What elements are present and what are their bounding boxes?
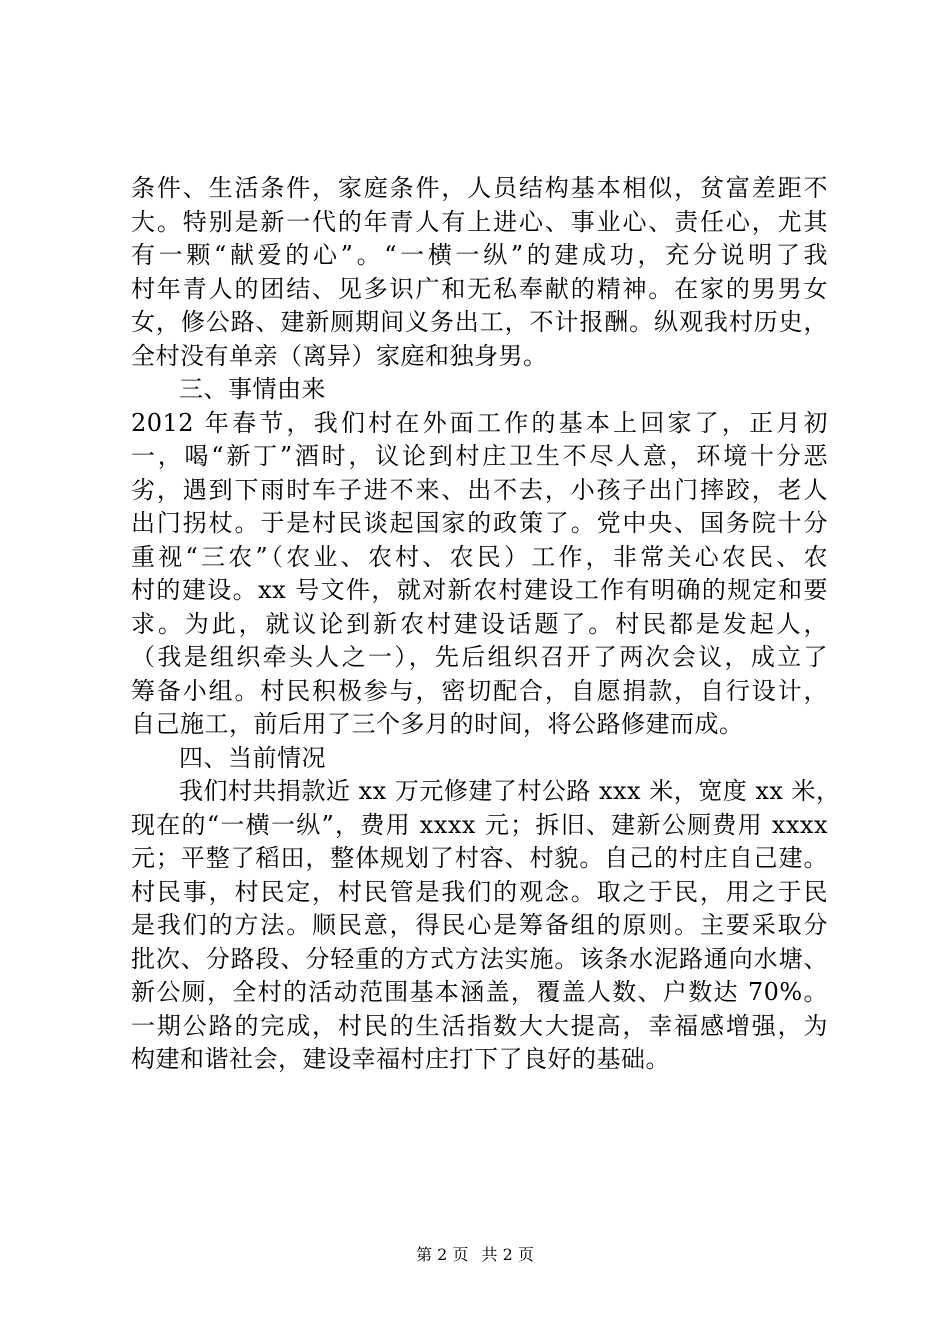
text-line: 重视“三农”（农业、农村、农民）工作，非常关心农民、农 xyxy=(131,542,828,571)
section-heading: 四、当前情况 xyxy=(179,743,326,772)
text-line: （我是组织牵头人之一），先后组织召开了两次会议，成立了 xyxy=(131,643,828,671)
text-line: 全村没有单亲（离异）家庭和独身男。 xyxy=(131,341,548,370)
text-line: 有一颗“献爱的心”。“一横一纵”的建成功，充分说明了我 xyxy=(131,241,828,269)
text-line: 村年青人的团结、见多识广和无私奉献的精神。在家的男男女 xyxy=(131,274,828,303)
page-footer xyxy=(0,1245,950,1265)
text-line: 现在的“一横一纵”，费用 xxxx 元；拆旧、建新公厕费用 xxxx xyxy=(131,810,828,839)
text-line: 出门拐杖。于是村民谈起国家的政策了。党中央、国务院十分 xyxy=(131,509,828,537)
text-line: 批次、分路段、分轻重的方式方法实施。该条水泥路通向水塘、 xyxy=(131,944,828,973)
section-heading: 三、事情由来 xyxy=(179,375,326,403)
text-line: 劣，遇到下雨时车子进不来、出不去，小孩子出门摔跤，老人 xyxy=(131,475,828,504)
text-line: 是我们的方法。顺民意，得民心是筹备组的原则。主要采取分 xyxy=(131,911,828,939)
text-line: 筹备小组。村民积极参与，密切配合，自愿捐款，自行设计， xyxy=(131,676,828,705)
text-line: 大。特别是新一代的年青人有上进心、事业心、责任心，尤其 xyxy=(131,207,828,236)
page-total: 共 2 页 xyxy=(481,1245,534,1264)
text-line: 新公厕，全村的活动范围基本涵盖，覆盖人数、户数达 70%。 xyxy=(131,978,828,1006)
text-line: 一期公路的完成，村民的生活指数大大提高，幸福感增强，为 xyxy=(131,1011,828,1040)
text-line: 村的建设。xx 号文件，就对新农村建设工作有明确的规定和要 xyxy=(131,576,828,604)
text-line: 我们村共捐款近 xx 万元修建了村公路 xxx 米，宽度 xx 米， xyxy=(179,777,841,805)
page-number: 第 2 页 xyxy=(416,1245,469,1264)
text-line: 一，喝“新丁”酒时，议论到村庄卫生不尽人意，环境十分恶 xyxy=(131,442,828,470)
text-line: 条件、生活条件，家庭条件，人员结构基本相似，贫富差距不 xyxy=(131,174,828,202)
text-line: 2012 年春节，我们村在外面工作的基本上回家了，正月初 xyxy=(131,408,828,437)
text-line: 自己施工，前后用了三个多月的时间，将公路修建而成。 xyxy=(131,710,744,738)
text-line: 村民事，村民定，村民管是我们的观念。取之于民，用之于民 xyxy=(131,877,828,906)
text-line: 元；平整了稻田，整体规划了村容、村貌。自己的村庄自己建。 xyxy=(131,844,828,872)
text-line: 女，修公路、建新厕期间义务出工，不计报酬。纵观我村历史， xyxy=(131,308,828,336)
text-line: 求。为此，就议论到新农村建设话题了。村民都是发起人， xyxy=(131,609,828,638)
text-line: 构建和谐社会，建设幸福村庄打下了良好的基础。 xyxy=(131,1045,670,1073)
document-body xyxy=(131,172,841,1077)
